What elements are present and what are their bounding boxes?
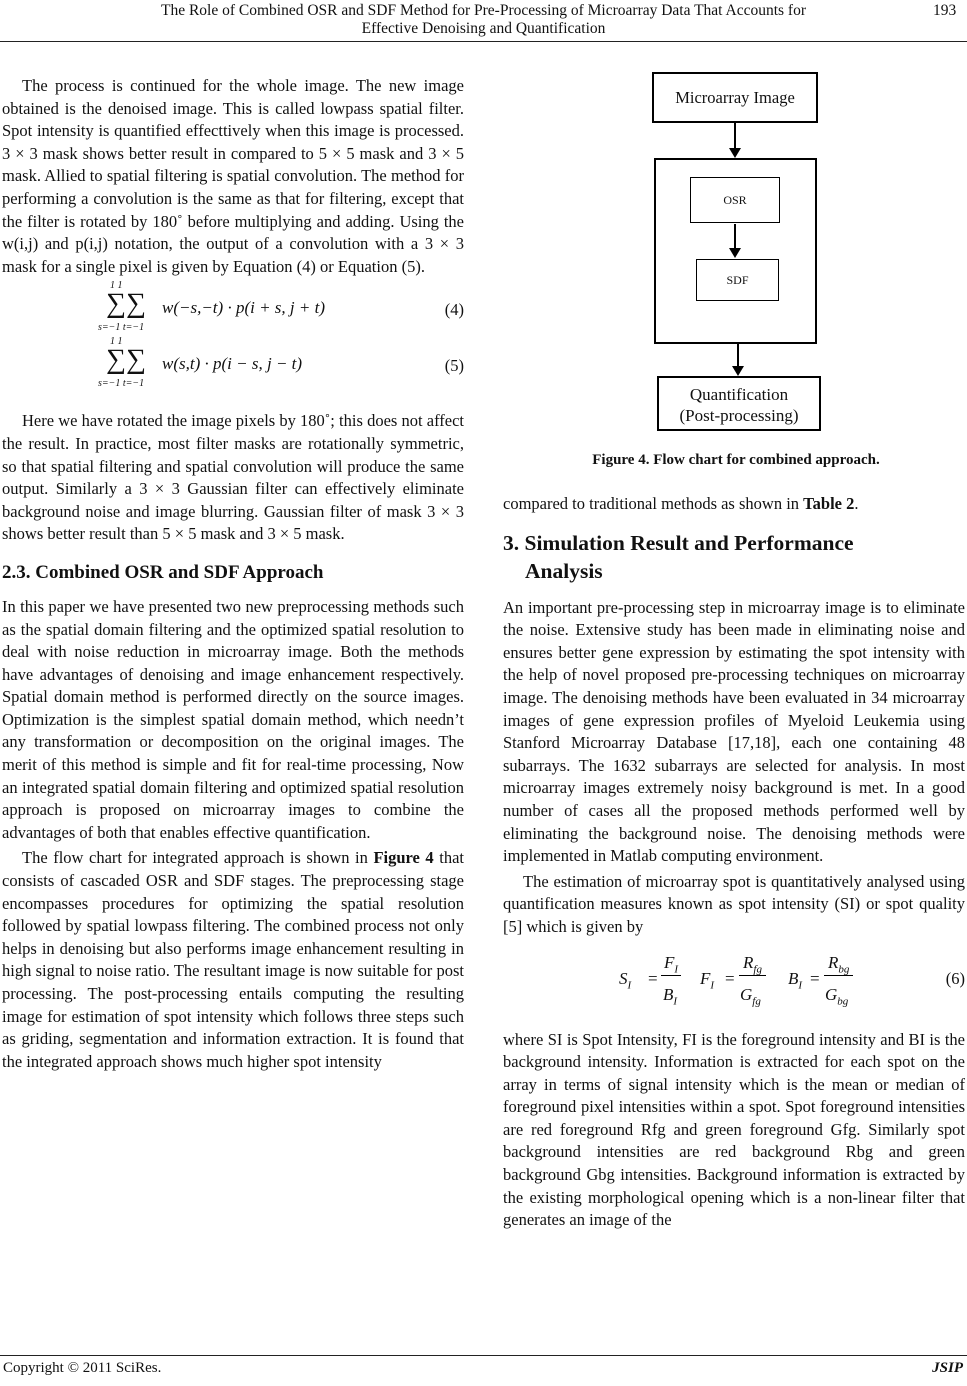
flow-box-quantification (657, 376, 821, 431)
left-paragraph-3: In this paper we have presented two new preprocessing methods such as the spatial domain filtering and the optimized spatial resolution to deal with noise reduction in microarray image. Both the methods have advantages of denoising and image enhancement respectively. Spatial domain method is performed directly on the source images. Optimization is the simplest spatial domain method, which needn’t any transformation or decomposition on the original images. The merit of this method is simple and fit for real-time processing, Now an integrated spatial domain filtering and optimized spatial resolution approach is proposed on microarray images to combine the advantages of both that enables effective quantification. (2, 596, 464, 842)
section-3-title-line1: 3. Simulation Result and Performance (503, 530, 854, 555)
equation-6: $S_I$ = $F_I$ $B_I$ $F_I$ = $R_{fg}$ $G_{fg}$ $B_I$ = $R_{bg}$ $G_{bg}$ (6) (619, 952, 965, 1007)
eq5-sum-upper: 1 1 (110, 336, 123, 348)
left-paragraph-1: The process is continued for the whole image. The new image obtained is the denoised image. This is called lowpass spatial filter. Spot intensity is quantified effecttively when this image is processed. 3 × 3 mask shows better result in compared to 5 × 5 mask and 3 × 5 mask. Allied to spatial filtering is spatial convolution. The method for performing a convolution is the same as that for filtering, except that the filter is rotated by 180˚ before multiplying and adding. Using the w(i,j) and p(i,j) notation, the output of a convolution with a 3 × 3 mask for a single pixel is given by Equation (4) or Equation (5). (2, 76, 464, 276)
right-paragraph-4: where SI is Spot Intensity, FI is the foreground intensity and BI is the background intensity. Information is extracted for each spot on the array in terms of signal intensity which is the mean or median of foreground pixel intensities within a spot. Spot foreground intensities are red foreground Rfg and green foreground Gfg. Similarly spot background intensities are red background Rbg and green background Gbg intensities. Background information is extracted by the existing morphological opening which is a non-linear filter that generates an image of the (503, 1029, 965, 1230)
left-paragraph-4 (2, 847, 464, 1073)
eq5-sum-lower: s=−1 t=−1 (98, 378, 145, 390)
footer-rule (0, 1355, 967, 1356)
eq5-sigma: ∑∑ (106, 344, 146, 376)
eq4-body: w(−s,−t) · p(i + s, j + t) (162, 298, 325, 318)
figure-4-caption: Figure 4. Flow chart for combined approach. (592, 452, 880, 468)
figure-4-reference: Figure 4 (373, 848, 434, 868)
flow-box-sdf: SDF (696, 259, 779, 301)
para4-text-end: that consists of cascaded OSR and SDF stages. The preprocessing stage encompasses procedures for optimizing the spatial resolution followed by spatial lowpass filtering. The combined process not only helps in denoising but also performs image enhancement resulting in high signal to noise ratio. The resultant image is now suitable for post processing. The post-processing entails computing the resulting image for estimation of spot intensity which follows three steps such as griding, segmentation and information extraction. It is found that the integrated approach shows much higher spot intensity (2, 848, 464, 1071)
para-text-start: compared to traditional methods as shown in (503, 494, 804, 513)
section-heading-2-3: 2.3. Combined OSR and SDF Approach (2, 561, 324, 583)
right-paragraph-3: The estimation of microarray spot is quantitatively analysed using quantification measures known as spot intensity (SI) or spot quality [5] which is given by (503, 871, 965, 936)
table-2-reference: Table 2 (803, 494, 855, 513)
eq4-sigma: ∑∑ (106, 288, 146, 320)
page-number: 193 (933, 2, 957, 19)
eq6-number: (6) (945, 968, 965, 988)
eq4-sum-upper: 1 1 (110, 280, 123, 292)
quantification-label: Quantification (689, 385, 789, 404)
post-processing-label: (Post-processing) (679, 406, 799, 425)
footer-journal: JSIP (932, 1360, 963, 1376)
running-title-line2: Effective Denoising and Quantification (361, 20, 606, 37)
para4-text-start: The flow chart for integrated approach is shown in (22, 848, 374, 868)
eq4-number: (4) (444, 300, 464, 320)
flow-arrows (0, 0, 967, 460)
section-heading-3 (503, 529, 965, 585)
eq5-number: (5) (444, 356, 464, 376)
flow-box-osr: OSR (690, 177, 780, 223)
right-paragraph-1 (503, 493, 965, 516)
running-title-line1: The Role of Combined OSR and SDF Method for Pre-Processing of Microarray Data That Accounts for (161, 2, 806, 19)
para-text-end: . (854, 494, 859, 513)
right-paragraph-2: An important pre-processing step in microarray image is to eliminate the noise. Extensive study has been made in eliminating noise and ensures better gene expression by estimating the spot intensity with the help of novel proposed pre-processing techniques on microarray image. The denoising methods have been evaluated in 34 microarray images of gene expression profiles of Myeloid Leukemia using Stanford Microarray Database [17,18], each one containing 48 subarrays. The 1632 subarrays are selected for analysis. In most microarray images extremely noisy background is met. In a good number of cases all the proposed methods performed well by eliminating the background noise. The denoising methods were implemented in Matlab computing environment. (503, 597, 965, 866)
footer-copyright: Copyright © 2011 SciRes. (3, 1360, 162, 1376)
right-column (503, 493, 965, 1232)
left-paragraph-2: Here we have rotated the image pixels by 180˚; this does not affect the result. In practice, most filter masks are rotationally symmetric, so that spatial filtering and spatial convolution will produce the same output. Similarly a 3 × 3 Gaussian filter can effectively eliminate background noise and image blurring. Gaussian filter of mask 3 × 3 shows better result than 5 × 5 mask and 3 × 5 mask. (2, 411, 464, 544)
flow-box-microarray-image: Microarray Image (652, 72, 818, 123)
section-3-title-line2: Analysis (525, 558, 603, 583)
eq4-sum-lower: s=−1 t=−1 (98, 322, 145, 334)
eq5-body: w(s,t) · p(i − s, j − t) (162, 354, 303, 374)
